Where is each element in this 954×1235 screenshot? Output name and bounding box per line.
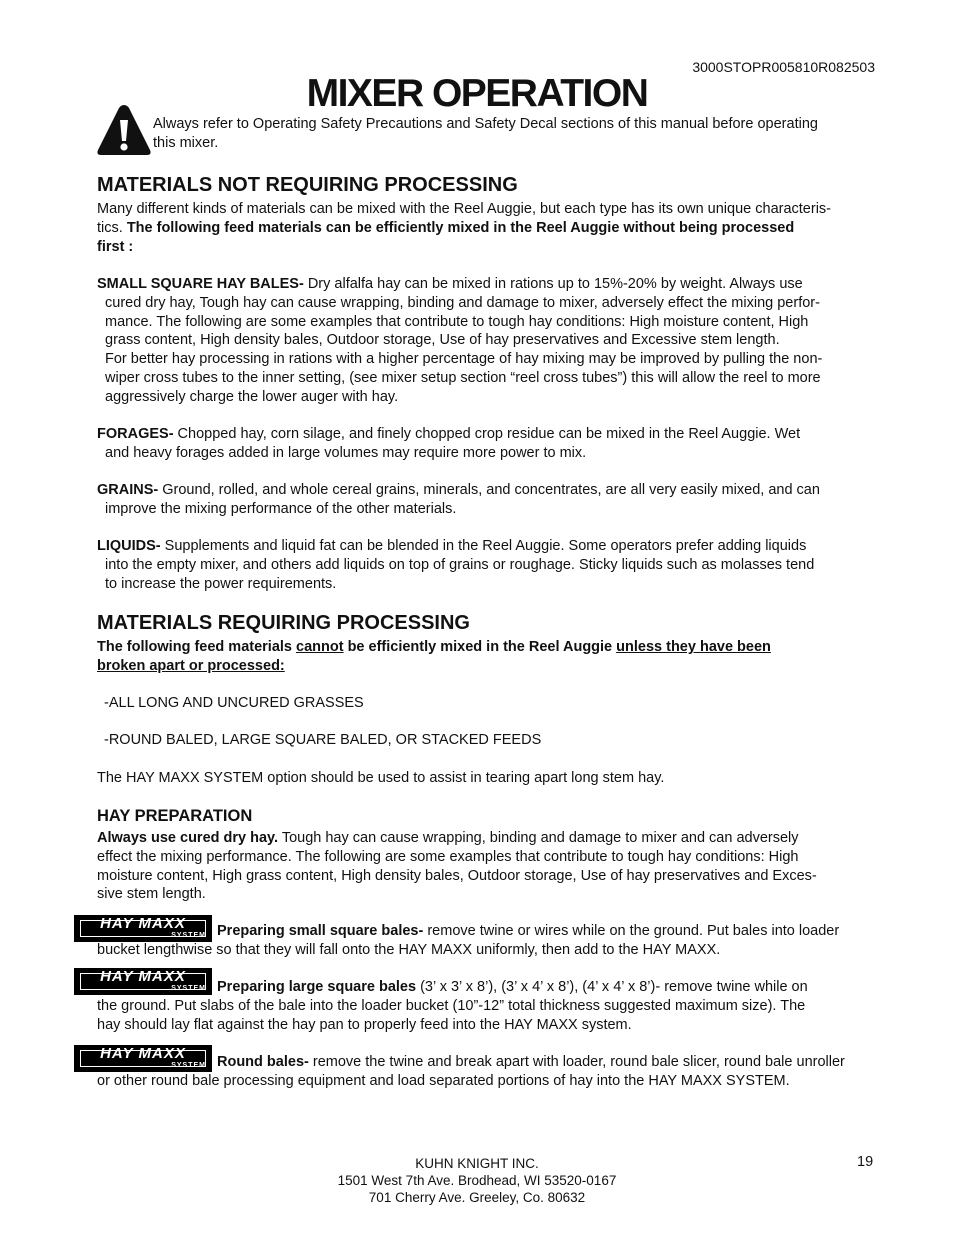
warning-triangle-icon	[96, 103, 152, 157]
prep-round-bales-paragraph: Round bales- remove the twine and break apart with loader, round bale slicer, round bale unroller or other round bale processing equipment and load separated portions of hay into the HAY MAXX SYSTEM.	[97, 1054, 845, 1089]
list-item: -ROUND BALED, LARGE SQUARE BALED, OR STACKED FEEDS	[104, 732, 542, 748]
hay-preparation-paragraph: Always use cured dry hay. Tough hay can cause wrapping, binding and damage to mixer and can adversely effect the mixing performance. The following are some examples that contribute to tough hay conditions: High moisture content, High grass content, High density bales, Outdoor storage, Use of hay preservatives and Exces- sive stem length.	[97, 830, 817, 903]
warning-text: Always refer to Operating Safety Precautions and Safety Decal sections of this manual before operating this mixer.	[153, 116, 818, 151]
section2-intro: The following feed materials cannot be efficiently mixed in the Reel Auggie unless they have been broken apart or processed:	[97, 639, 771, 674]
page-title: MIXER OPERATION	[306, 72, 648, 115]
small-square-bales-label: SMALL SQUARE HAY BALES-	[97, 276, 304, 292]
small-square-bales-paragraph: SMALL SQUARE HAY BALES- Dry alfalfa hay can be mixed in rations up to 15%-20% by weight. Always use cured dry hay, Tough hay can cause wrapping, binding and damage to mixer, adversely effect the mixing perfor- mance. The following are some examples that contribute to tough hay conditions: High moisture content, High grass content, High density bales, Outdoor storage, Use of hay preservatives and Excessive stem length. For better hay processing in rations with a higher percentage of hay mixing may be improved by pulling the non- wiper cross tubes to the inner setting, (see mixer setup section “reel cross tubes”) this will allow the reel to more aggressively charge the lower auger with hay.	[97, 276, 823, 405]
section-heading-requiring: MATERIALS REQUIRING PROCESSING	[97, 612, 470, 634]
hay-maxx-note: The HAY MAXX SYSTEM option should be used to assist in tearing apart long stem hay.	[97, 770, 665, 786]
prep-small-bales-paragraph: Preparing small square bales- remove twine or wires while on the ground. Put bales into loader bucket lengthwise so that they will fall onto the HAY MAXX uniformly, then add to the HAY MAXX.	[97, 923, 840, 958]
grains-label: GRAINS-	[97, 482, 159, 498]
list-item: -ALL LONG AND UNCURED GRASSES	[104, 695, 364, 711]
hay-maxx-logo: HAY MAXX SYSTEM	[74, 968, 212, 995]
forages-label: FORAGES-	[97, 426, 174, 442]
hay-preparation-heading: HAY PREPARATION	[97, 807, 253, 825]
section-heading-not-requiring: MATERIALS NOT REQUIRING PROCESSING	[97, 174, 518, 196]
page-number: 19	[857, 1154, 874, 1170]
hay-maxx-logo: HAY MAXX SYSTEM	[74, 1045, 212, 1072]
section1-intro: Many different kinds of materials can be mixed with the Reel Auggie, but each type has its own unique characteris- tics. The following feed materials can be efficiently mixed in the Reel Auggie without being processed first :	[97, 201, 831, 255]
forages-paragraph: FORAGES- Chopped hay, corn silage, and finely chopped crop residue can be mixed in the Reel Auggie. Wet and heavy forages added in large volumes may require more power to mix.	[97, 426, 801, 461]
document-code: 3000STOPR005810R082503	[692, 59, 875, 75]
liquids-paragraph: LIQUIDS- Supplements and liquid fat can be blended in the Reel Auggie. Some operators prefer adding liquids into the empty mixer, and others add liquids on top of grains or roughage. Sticky liquids such as molasses tend to increase the power requirements.	[97, 538, 815, 592]
footer-address: KUHN KNIGHT INC. 1501 West 7th Ave. Brodhead, WI 53520-0167 701 Cherry Ave. Greeley, Co. 80632	[337, 1156, 617, 1205]
liquids-label: LIQUIDS-	[97, 538, 161, 554]
grains-paragraph: GRAINS- Ground, rolled, and whole cereal grains, minerals, and concentrates, are all very easily mixed, and can improve the mixing performance of the other materials.	[97, 482, 820, 517]
prep-large-bales-paragraph: Preparing large square bales (3’ x 3’ x 8’), (3’ x 4’ x 8’), (4’ x 4’ x 8’)- remove twine while on the ground. Put slabs of the bale into the loader bucket (10”-12” total thickness suggested maximum size). The hay should lay flat against the hay pan to properly feed into the HAY MAXX system.	[97, 979, 808, 1033]
hay-maxx-logo: HAY MAXX SYSTEM	[74, 915, 212, 942]
